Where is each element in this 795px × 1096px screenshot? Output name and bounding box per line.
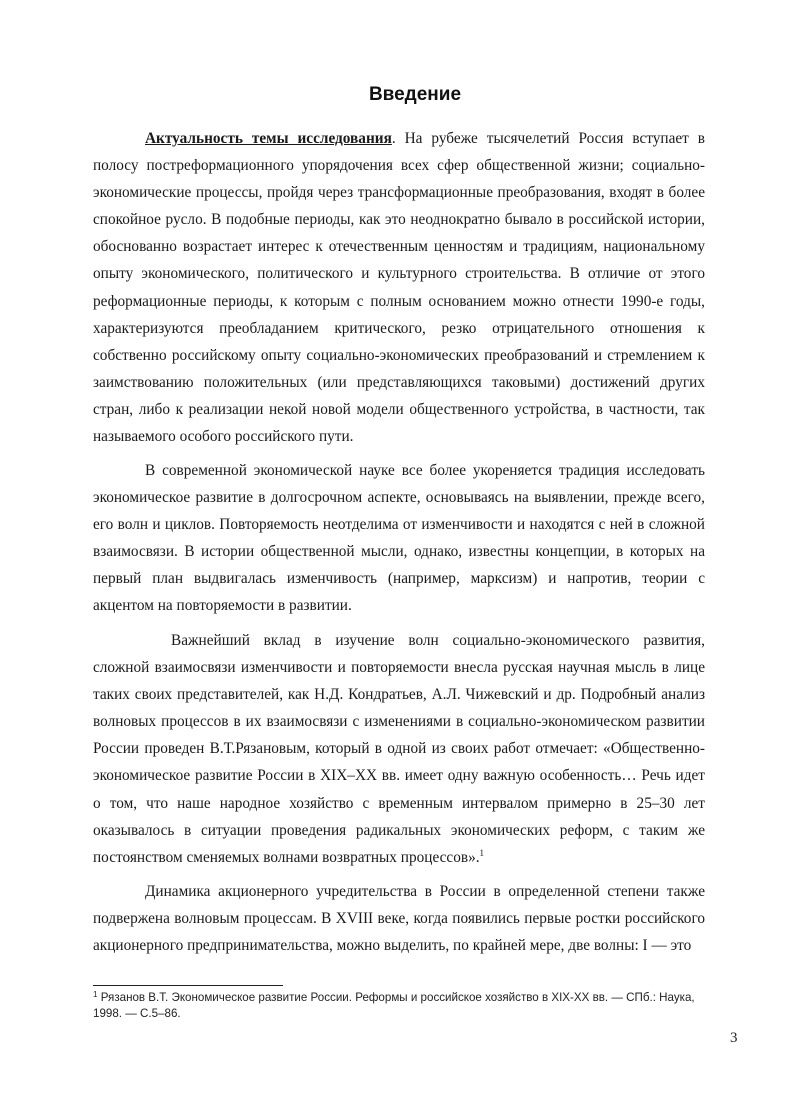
footnote-reference[interactable]: 1 xyxy=(479,847,485,858)
paragraph-waves-cycles xyxy=(93,457,705,620)
paragraph-relevance xyxy=(93,125,705,450)
paragraph-text: Динамика акционерного учредительства в России в определенной степени также подвержена волновым процессам. В XVIII веке, когда появились первые ростки российского акционерного предпринимательства, можно выделить, по крайней мере, две волны: I — это xyxy=(93,883,705,955)
paragraph-joint-stock-dynamics xyxy=(93,878,705,959)
paragraph-text: В современной экономической науке все более укореняется традиция исследовать экономическое развитие в долгосрочном аспекте, основываясь на выявлении, прежде всего, его волн и циклов. Повторяемость неотделима от изменчивости и находятся с ней в сложной взаимосвязи. В истории общественной мысли, однако, известны концепции, в которых на первый план выдвигалась изменчивость (например, марксизм) и напротив, теории с акцентом на повторяемости в развитии. xyxy=(93,462,705,615)
footnote-divider xyxy=(93,985,283,986)
section-heading-relevance: Актуальность темы исследования xyxy=(145,130,392,147)
footnote xyxy=(93,990,708,1022)
page-title: Введение xyxy=(368,84,462,105)
footnote-number: 1 xyxy=(93,990,98,999)
paragraph-text: Важнейший вклад в изучение волн социально-экономического развития, сложной взаимосвязи изменчивости и повторяемости внесла русская научная мысль в лице таких своих представителей, как Н.Д. Кондратьев, А.Л. Чижевский и др. Подробный анализ волновых процессов в их взаимосвязи с изменениями в социально-экономическом развитии России проведен В.Т.Рязановым, который в одной из своих работ отмечает: «Общественно-экономическое развитие России в XIX–XX вв. имеет одну важную особенность… Речь идет о том, что наше народное хозяйство с временным интервалом примерно в 25–30 лет оказывалось в ситуации проведения радикальных экономических реформ, с таким же постоянством сменяемых волнами возвратных процессов». xyxy=(93,632,705,866)
paragraph-text: . На рубеже тысячелетий Россия вступает в полосу постреформационного упорядочения всех сфер общественной жизни; социально-экономические процессы, пройдя через трансформационные преобразования, входят в более спокойное русло. В подобные периоды, как это неоднократно бывало в российской истории, обоснованно возрастает интерес к отечественным ценностям и традициям, национальному опыту экономического, политического и культурного строительства. В отличие от этого реформационные периоды, к которым с полным основанием можно отнести 1990-е годы, характеризуются преобладанием критического, резко отрицательного отношения к собственно российскому опыту социально-экономических преобразований и стремлением к заимствованию положительных (или представляющихся таковыми) достижений других стран, либо к реализации некой новой модели общественного устройства, в частности, так называемого особого российского пути. xyxy=(93,130,706,446)
footnote-text: Рязанов В.Т. Экономическое развитие России. Реформы и российское хозяйство в XIX-XX вв. — СПб.: Наука, 1998. — С.5–86. xyxy=(93,991,695,1020)
paragraph-russian-thought xyxy=(93,627,705,871)
page-number: 3 xyxy=(730,1030,738,1046)
